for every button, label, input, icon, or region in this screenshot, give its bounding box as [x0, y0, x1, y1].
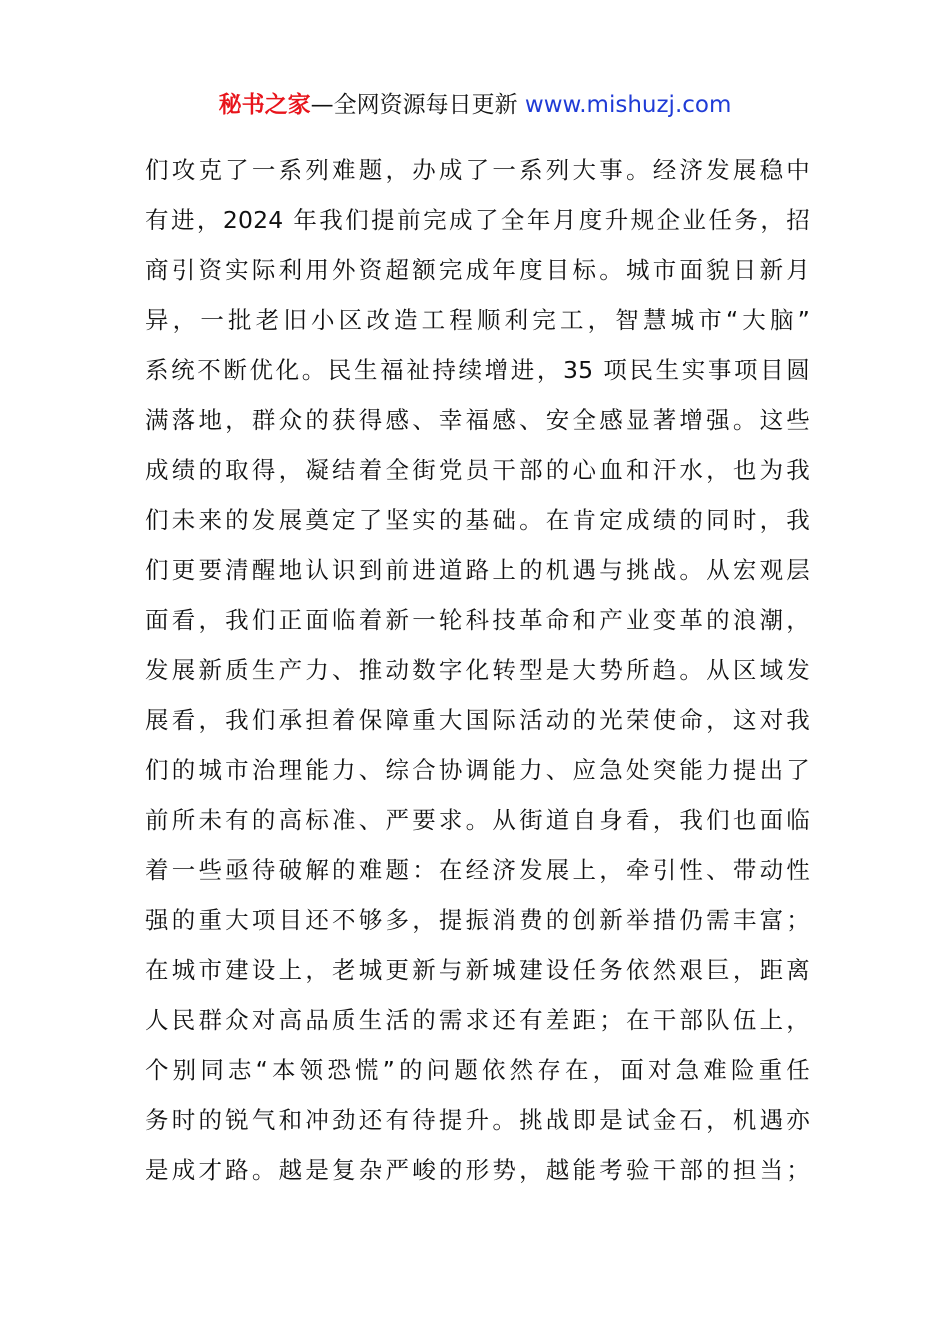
text-line: 有进，2024 年我们提前完成了全年月度升规企业任务，招: [145, 206, 810, 234]
text-line: 成绩的取得，凝结着全街党员干部的心血和汗水，也为我: [145, 456, 810, 484]
page-header: [0, 88, 950, 122]
text-line: 商引资实际利用外资超额完成年度目标。城市面貌日新月: [145, 256, 810, 284]
text-line: 发展新质生产力、推动数字化转型是大势所趋。从区域发: [145, 656, 810, 684]
text-line: 在城市建设上，老城更新与新城建设任务依然艰巨，距离: [145, 956, 810, 984]
text-line: 个别同志“本领恐慌”的问题依然存在，面对急难险重任: [145, 1056, 810, 1084]
document-body: [145, 145, 810, 1195]
text-line: 前所未有的高标准、严要求。从街道自身看，我们也面临: [145, 806, 810, 834]
text-line: 们的城市治理能力、综合协调能力、应急处突能力提出了: [145, 756, 810, 784]
text-line: 务时的锐气和冲劲还有待提升。挑战即是试金石，机遇亦: [145, 1106, 810, 1134]
text-line: 人民群众对高品质生活的需求还有差距；在干部队伍上，: [145, 1006, 810, 1034]
text-line: 是成才路。越是复杂严峻的形势，越能考验干部的担当；: [145, 1156, 810, 1184]
text-line: 满落地，群众的获得感、幸福感、安全感显著增强。这些: [145, 406, 810, 434]
text-line: 们攻克了一系列难题，办成了一系列大事。经济发展稳中: [145, 156, 810, 184]
text-line: 们更要清醒地认识到前进道路上的机遇与挑战。从宏观层: [145, 556, 810, 584]
site-tagline: —全网资源每日更新: [310, 92, 525, 118]
text-line: 强的重大项目还不够多，提振消费的创新举措仍需丰富；: [145, 906, 810, 934]
site-url-link[interactable]: www.mishuzj.com: [524, 92, 732, 118]
text-line: 们未来的发展奠定了坚实的基础。在肯定成绩的同时，我: [145, 506, 810, 534]
text-line: 面看，我们正面临着新一轮科技革命和产业变革的浪潮，: [145, 606, 810, 634]
text-line: 系统不断优化。民生福祉持续增进，35 项民生实事项目圆: [145, 356, 810, 384]
text-line: 展看，我们承担着保障重大国际活动的光荣使命，这对我: [145, 706, 810, 734]
site-brand: 秘书之家: [218, 92, 311, 118]
text-line: 异，一批老旧小区改造工程顺利完工，智慧城市“大脑”: [145, 306, 810, 334]
text-line: 着一些亟待破解的难题：在经济发展上，牵引性、带动性: [145, 856, 810, 884]
